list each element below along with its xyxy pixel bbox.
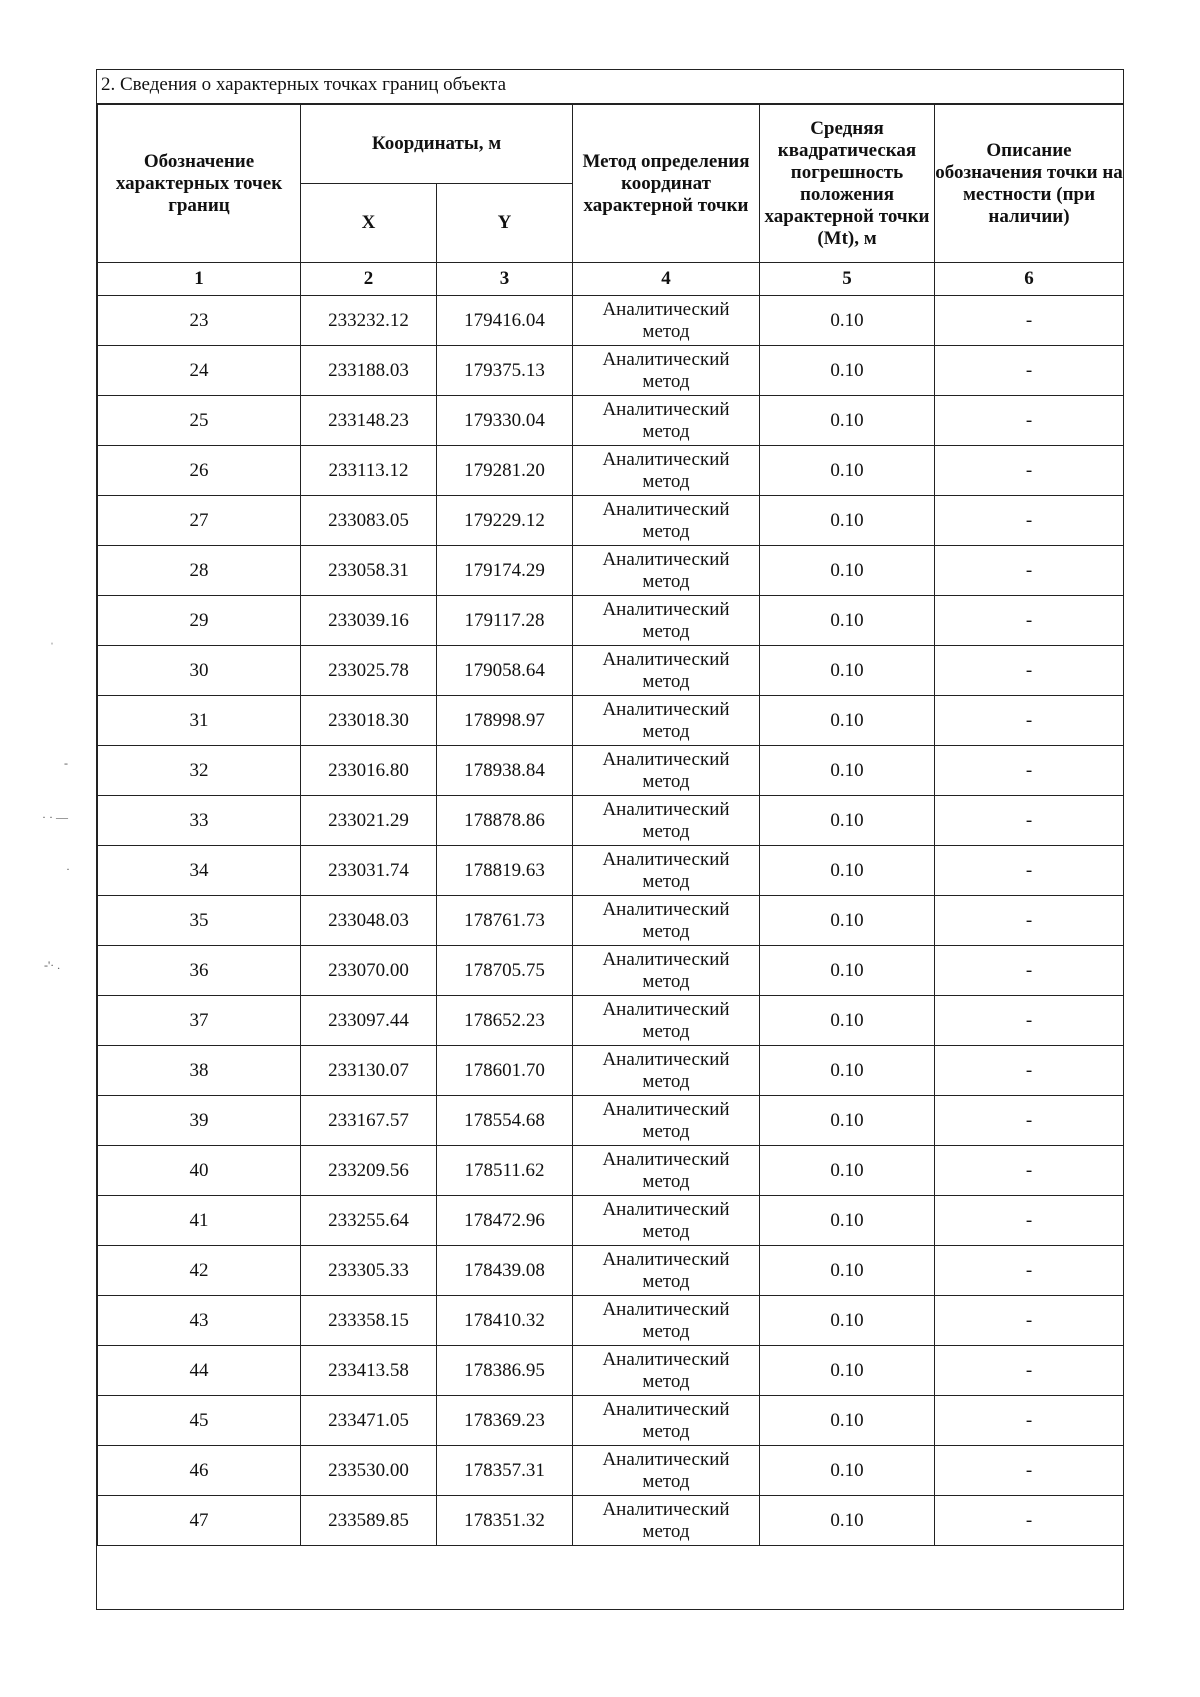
table-row [98,296,1124,346]
table-row [98,1396,1124,1446]
y-coordinate-cell: 178386.95 [437,1346,573,1396]
error-cell: 0.10 [760,596,935,646]
point-cell: 28 [98,546,301,596]
description-cell: - [935,1196,1124,1246]
x-coordinate-cell: 233305.33 [301,1246,437,1296]
method-line: Аналитический [602,1448,730,1470]
y-coordinate-cell: 178705.75 [437,946,573,996]
method-cell [573,1196,760,1246]
point-cell: 44 [98,1346,301,1396]
point-cell: 24 [98,346,301,396]
point-cell: 41 [98,1196,301,1246]
method-line: метод [642,1170,690,1192]
description-cell: - [935,1046,1124,1096]
method-line: метод [642,1120,690,1142]
method-cell [573,346,760,396]
point-cell: 40 [98,1146,301,1196]
point-cell: 38 [98,1046,301,1096]
table-row [98,1296,1124,1346]
x-coordinate-cell: 233188.03 [301,346,437,396]
error-cell: 0.10 [760,346,935,396]
method-line: метод [642,770,690,792]
error-cell: 0.10 [760,646,935,696]
header-x: X [301,184,437,263]
point-cell: 42 [98,1246,301,1296]
method-line: Аналитический [602,1398,730,1420]
table-row [98,996,1124,1046]
y-coordinate-cell: 179174.29 [437,546,573,596]
y-coordinate-cell: 178357.31 [437,1446,573,1496]
error-cell: 0.10 [760,846,935,896]
error-cell: 0.10 [760,896,935,946]
method-cell [573,1146,760,1196]
table-row [98,696,1124,746]
error-cell: 0.10 [760,1496,935,1546]
method-line: Аналитический [602,598,730,620]
method-cell [573,896,760,946]
x-coordinate-cell: 233413.58 [301,1346,437,1396]
y-coordinate-cell: 178819.63 [437,846,573,896]
description-cell: - [935,1146,1124,1196]
point-cell: 34 [98,846,301,896]
method-line: Аналитический [602,1048,730,1070]
method-cell [573,846,760,896]
table-body [98,296,1124,1546]
scan-mark: · · –– [42,810,68,824]
y-coordinate-cell: 178878.86 [437,796,573,846]
error-cell: 0.10 [760,1196,935,1246]
error-cell: 0.10 [760,1396,935,1446]
point-cell: 32 [98,746,301,796]
x-coordinate-cell: 233130.07 [301,1046,437,1096]
description-cell: - [935,1096,1124,1146]
table-row [98,546,1124,596]
y-coordinate-cell: 178761.73 [437,896,573,946]
method-line: Аналитический [602,848,730,870]
point-cell: 30 [98,646,301,696]
method-line: метод [642,620,690,642]
point-cell: 36 [98,946,301,996]
method-line: Аналитический [602,898,730,920]
x-coordinate-cell: 233039.16 [301,596,437,646]
point-cell: 25 [98,396,301,446]
x-coordinate-cell: 233016.80 [301,746,437,796]
error-cell: 0.10 [760,296,935,346]
document-frame [96,69,1124,1610]
method-line: метод [642,520,690,542]
method-line: Аналитический [602,1498,730,1520]
empty-cell [98,1546,1124,1581]
error-cell: 0.10 [760,1446,935,1496]
column-number: 3 [437,263,573,296]
x-coordinate-cell: 233530.00 [301,1446,437,1496]
header-row [98,105,1124,184]
table-row [98,646,1124,696]
error-cell: 0.10 [760,396,935,446]
y-coordinate-cell: 178511.62 [437,1146,573,1196]
method-line: Аналитический [602,1198,730,1220]
description-cell: - [935,1396,1124,1446]
description-cell: - [935,446,1124,496]
description-cell: - [935,396,1124,446]
description-cell: - [935,746,1124,796]
x-coordinate-cell: 233209.56 [301,1146,437,1196]
method-line: метод [642,1420,690,1442]
method-cell [573,946,760,996]
error-cell: 0.10 [760,796,935,846]
error-cell: 0.10 [760,446,935,496]
description-cell: - [935,646,1124,696]
error-cell: 0.10 [760,1046,935,1096]
error-cell: 0.10 [760,996,935,1046]
y-coordinate-cell: 179416.04 [437,296,573,346]
description-cell: - [935,1446,1124,1496]
point-cell: 26 [98,446,301,496]
table-row [98,1496,1124,1546]
y-coordinate-cell: 178652.23 [437,996,573,1046]
header-method: Метод определения координат характерной точки [573,105,760,263]
header-coordinates: Координаты, м [301,105,573,184]
description-cell: - [935,1246,1124,1296]
y-coordinate-cell: 178554.68 [437,1096,573,1146]
description-cell: - [935,696,1124,746]
y-coordinate-cell: 179229.12 [437,496,573,546]
boundary-points-table [97,104,1124,1580]
method-line: метод [642,670,690,692]
method-cell [573,496,760,546]
x-coordinate-cell: 233018.30 [301,696,437,746]
method-line: Аналитический [602,948,730,970]
scan-mark: · [66,862,70,876]
method-line: Аналитический [602,298,730,320]
y-coordinate-cell: 178472.96 [437,1196,573,1246]
method-line: метод [642,820,690,842]
method-cell [573,1046,760,1096]
y-coordinate-cell: 179058.64 [437,646,573,696]
method-line: Аналитический [602,1148,730,1170]
method-cell [573,1296,760,1346]
x-coordinate-cell: 233471.05 [301,1396,437,1446]
method-line: метод [642,320,690,342]
description-cell: - [935,296,1124,346]
y-coordinate-cell: 178351.32 [437,1496,573,1546]
table-row [98,346,1124,396]
method-line: Аналитический [602,1098,730,1120]
column-number: 5 [760,263,935,296]
x-coordinate-cell: 233148.23 [301,396,437,446]
error-cell: 0.10 [760,496,935,546]
table-row [98,1196,1124,1246]
table-row [98,1446,1124,1496]
y-coordinate-cell: 178998.97 [437,696,573,746]
method-line: метод [642,570,690,592]
description-cell: - [935,1296,1124,1346]
method-cell [573,596,760,646]
y-coordinate-cell: 178369.23 [437,1396,573,1446]
x-coordinate-cell: 233255.64 [301,1196,437,1246]
x-coordinate-cell: 233113.12 [301,446,437,496]
x-coordinate-cell: 233031.74 [301,846,437,896]
method-cell [573,1396,760,1446]
method-cell [573,696,760,746]
description-cell: - [935,796,1124,846]
table-row [98,1096,1124,1146]
method-line: Аналитический [602,448,730,470]
header-point-designation: Обозначение характерных точек границ [98,105,301,263]
x-coordinate-cell: 233048.03 [301,896,437,946]
point-cell: 45 [98,1396,301,1446]
method-line: метод [642,1270,690,1292]
method-line: метод [642,470,690,492]
column-number-row [98,263,1124,296]
point-cell: 23 [98,296,301,346]
y-coordinate-cell: 179281.20 [437,446,573,496]
table-row [98,446,1124,496]
error-cell: 0.10 [760,1296,935,1346]
error-cell: 0.10 [760,546,935,596]
empty-row [98,1546,1124,1581]
x-coordinate-cell: 233083.05 [301,496,437,546]
scan-mark: - [64,756,68,770]
method-line: метод [642,1020,690,1042]
method-cell [573,1346,760,1396]
x-coordinate-cell: 233167.57 [301,1096,437,1146]
method-line: метод [642,370,690,392]
method-line: метод [642,1520,690,1542]
table-row [98,796,1124,846]
method-line: Аналитический [602,398,730,420]
method-line: метод [642,970,690,992]
method-line: Аналитический [602,698,730,720]
error-cell: 0.10 [760,1346,935,1396]
point-cell: 29 [98,596,301,646]
header-y: Y [437,184,573,263]
method-cell [573,396,760,446]
table-row [98,1246,1124,1296]
y-coordinate-cell: 178938.84 [437,746,573,796]
x-coordinate-cell: 233589.85 [301,1496,437,1546]
method-line: Аналитический [602,1348,730,1370]
x-coordinate-cell: 233025.78 [301,646,437,696]
error-cell: 0.10 [760,746,935,796]
method-cell [573,546,760,596]
method-cell [573,1446,760,1496]
method-line: Аналитический [602,998,730,1020]
method-cell [573,996,760,1046]
point-cell: 27 [98,496,301,546]
table-row [98,396,1124,446]
point-cell: 31 [98,696,301,746]
method-line: Аналитический [602,498,730,520]
x-coordinate-cell: 233097.44 [301,996,437,1046]
method-line: Аналитический [602,798,730,820]
y-coordinate-cell: 178410.32 [437,1296,573,1346]
header-error: Средняя квадратическая погрешность положения характерной точки (Mt), м [760,105,935,263]
description-cell: - [935,496,1124,546]
x-coordinate-cell: 233358.15 [301,1296,437,1346]
method-cell [573,646,760,696]
method-cell [573,296,760,346]
method-line: Аналитический [602,348,730,370]
table-row [98,846,1124,896]
description-cell: - [935,846,1124,896]
table-row [98,1046,1124,1096]
method-line: метод [642,920,690,942]
method-line: Аналитический [602,1298,730,1320]
scan-mark: -'· . [44,958,61,972]
point-cell: 47 [98,1496,301,1546]
y-coordinate-cell: 179117.28 [437,596,573,646]
method-line: Аналитический [602,1248,730,1270]
table-row [98,746,1124,796]
header-description: Описание обозначения точки на местности (при наличии) [935,105,1124,263]
method-cell [573,796,760,846]
table-row [98,496,1124,546]
y-coordinate-cell: 178601.70 [437,1046,573,1096]
description-cell: - [935,596,1124,646]
method-cell [573,746,760,796]
error-cell: 0.10 [760,1246,935,1296]
description-cell: - [935,946,1124,996]
method-line: Аналитический [602,648,730,670]
description-cell: - [935,896,1124,946]
x-coordinate-cell: 233232.12 [301,296,437,346]
description-cell: - [935,996,1124,1046]
method-line: метод [642,1070,690,1092]
y-coordinate-cell: 179375.13 [437,346,573,396]
column-number: 2 [301,263,437,296]
method-cell [573,1096,760,1146]
error-cell: 0.10 [760,696,935,746]
method-line: метод [642,1370,690,1392]
y-coordinate-cell: 179330.04 [437,396,573,446]
point-cell: 39 [98,1096,301,1146]
table-row [98,946,1124,996]
table-row [98,896,1124,946]
method-cell [573,1496,760,1546]
description-cell: - [935,346,1124,396]
y-coordinate-cell: 178439.08 [437,1246,573,1296]
method-cell [573,446,760,496]
x-coordinate-cell: 233021.29 [301,796,437,846]
method-line: Аналитический [602,748,730,770]
method-cell [573,1246,760,1296]
column-number: 4 [573,263,760,296]
table-row [98,1346,1124,1396]
method-line: метод [642,870,690,892]
table-row [98,596,1124,646]
column-number: 6 [935,263,1124,296]
method-line: метод [642,1320,690,1342]
point-cell: 33 [98,796,301,846]
error-cell: 0.10 [760,946,935,996]
error-cell: 0.10 [760,1146,935,1196]
section-title: 2. Сведения о характерных точках границ объекта [97,70,1123,104]
error-cell: 0.10 [760,1096,935,1146]
method-line: метод [642,420,690,442]
method-line: Аналитический [602,548,730,570]
x-coordinate-cell: 233070.00 [301,946,437,996]
description-cell: - [935,1346,1124,1396]
table-row [98,1146,1124,1196]
point-cell: 46 [98,1446,301,1496]
x-coordinate-cell: 233058.31 [301,546,437,596]
method-line: метод [642,720,690,742]
method-line: метод [642,1220,690,1242]
description-cell: - [935,546,1124,596]
scan-mark: ˈ [50,640,54,654]
point-cell: 35 [98,896,301,946]
description-cell: - [935,1496,1124,1546]
point-cell: 37 [98,996,301,1046]
column-number: 1 [98,263,301,296]
point-cell: 43 [98,1296,301,1346]
method-line: метод [642,1470,690,1492]
